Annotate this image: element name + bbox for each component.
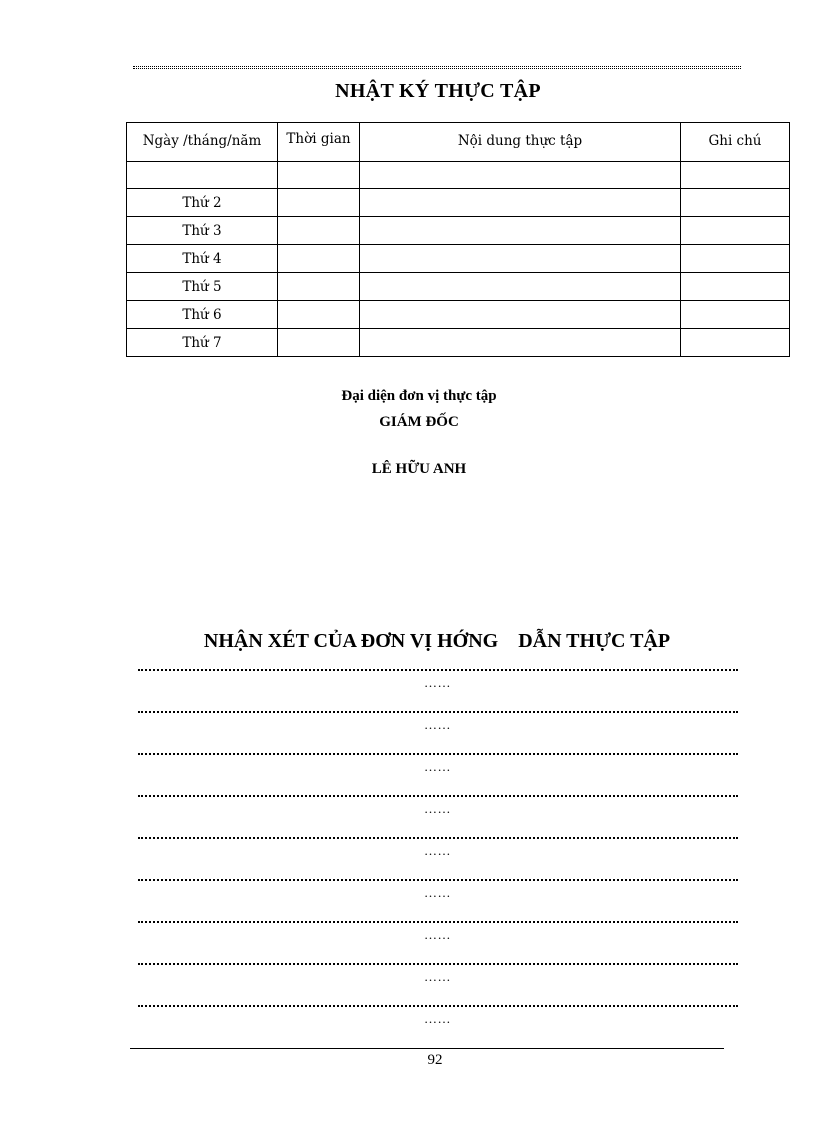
table-cell (278, 273, 360, 301)
remark-line (138, 997, 738, 1039)
line-tail: …… (424, 927, 451, 942)
table-cell (360, 245, 681, 273)
remark-line (138, 913, 738, 955)
table-cell (360, 301, 681, 329)
table-row (127, 273, 790, 301)
table-cell (127, 162, 278, 189)
dotted-line (138, 955, 738, 965)
day-label: Thứ 7 (127, 329, 278, 357)
dotted-line (138, 997, 738, 1007)
table-row (127, 189, 790, 217)
header-rule (133, 66, 741, 67)
table-cell (681, 273, 790, 301)
internship-log-table (126, 122, 790, 357)
day-label: Thứ 5 (127, 273, 278, 301)
line-tail: …… (424, 675, 451, 690)
table-row (127, 301, 790, 329)
day-label: Thứ 4 (127, 245, 278, 273)
dotted-line (138, 829, 738, 839)
table-cell (360, 273, 681, 301)
footer-rule (130, 1048, 724, 1049)
table-row (127, 245, 790, 273)
remark-line (138, 829, 738, 871)
header-date: Ngày /tháng/năm (127, 123, 278, 162)
remarks-lines (138, 661, 738, 1039)
dotted-line (138, 745, 738, 755)
remark-line (138, 661, 738, 703)
page-number: 92 (427, 1052, 443, 1068)
line-tail: …… (424, 759, 451, 774)
table-cell (681, 189, 790, 217)
table-cell (681, 217, 790, 245)
remark-line (138, 787, 738, 829)
signature-unit-label: Đại diện đơn vị thực tập (341, 388, 497, 404)
table-row (127, 329, 790, 357)
header-content: Nội dung thực tập (360, 123, 681, 162)
page-title: NHẬT KÝ THỰC TẬP (335, 80, 541, 102)
dotted-line (138, 703, 738, 713)
line-tail: …… (424, 843, 451, 858)
day-label: Thứ 3 (127, 217, 278, 245)
table-cell (278, 245, 360, 273)
table-cell (278, 217, 360, 245)
signature-name: LÊ HỮU ANH (371, 461, 467, 477)
day-label: Thứ 6 (127, 301, 278, 329)
dotted-line (138, 913, 738, 923)
remark-line (138, 871, 738, 913)
dotted-line (138, 787, 738, 797)
table-row (127, 217, 790, 245)
line-tail: …… (424, 717, 451, 732)
signature-role: GIÁM ĐỐC (379, 414, 459, 430)
dotted-line (138, 661, 738, 671)
table-cell (681, 245, 790, 273)
line-tail: …… (424, 801, 451, 816)
remark-line (138, 745, 738, 787)
table-cell (681, 301, 790, 329)
table-cell (360, 217, 681, 245)
header-notes: Ghi chú (681, 123, 790, 162)
dotted-line (138, 871, 738, 881)
table-cell (360, 189, 681, 217)
remark-line (138, 955, 738, 997)
remarks-title: NHẬN XÉT CỦA ĐƠN VỊ HỚNG DẪN THỰC TẬP (203, 630, 671, 652)
table-cell (681, 162, 790, 189)
table-cell (681, 329, 790, 357)
table-cell (278, 189, 360, 217)
header-time: Thời gian (278, 123, 360, 162)
line-tail: …… (424, 1011, 451, 1026)
table-header-row (127, 123, 790, 162)
remark-line (138, 703, 738, 745)
table-cell (278, 301, 360, 329)
table-cell (278, 329, 360, 357)
table-cell (360, 162, 681, 189)
line-tail: …… (424, 969, 451, 984)
line-tail: …… (424, 885, 451, 900)
table-row-blank (127, 162, 790, 189)
table-cell (360, 329, 681, 357)
day-label: Thứ 2 (127, 189, 278, 217)
table-cell (278, 162, 360, 189)
